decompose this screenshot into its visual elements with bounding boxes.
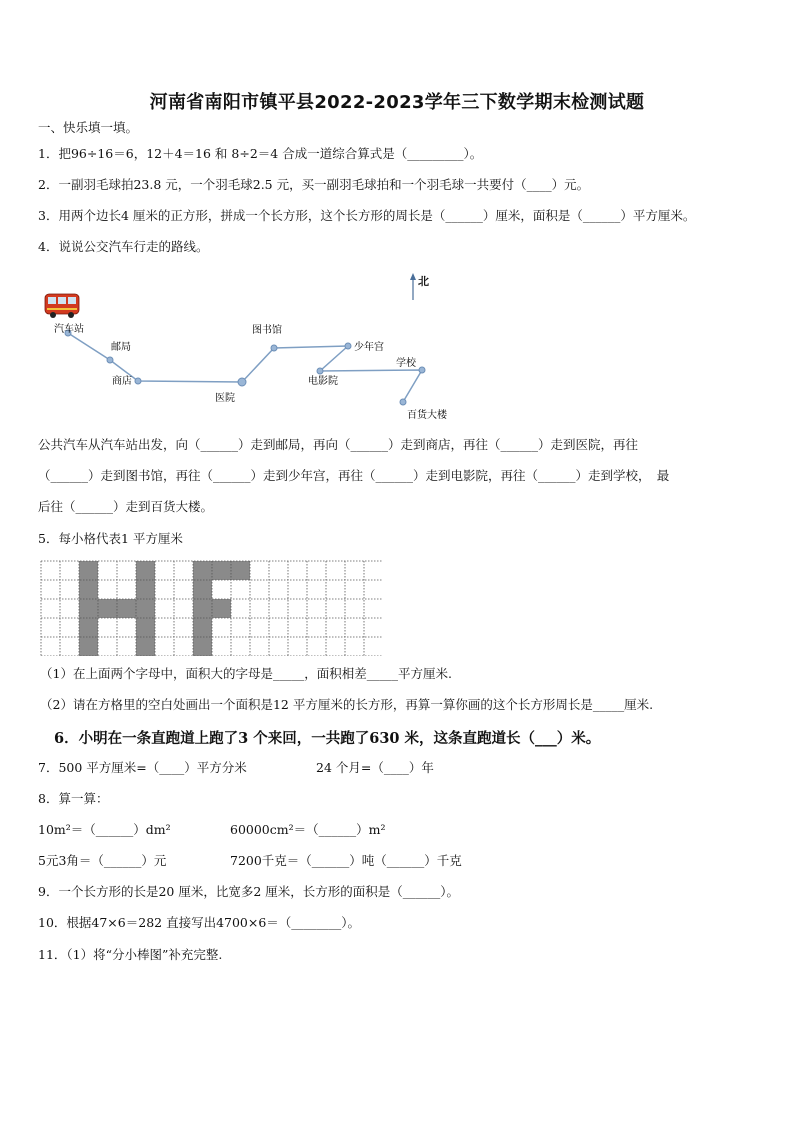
shaded-cell bbox=[79, 599, 98, 618]
question-5-sub-2: （2）请在方格里的空白处画出一个面积是12 平方厘米的长方形，再算一算你画的这个长方形周长是_____厘米. bbox=[40, 697, 654, 712]
label-cinema: 电影院 bbox=[308, 376, 338, 387]
shaded-cell bbox=[117, 599, 136, 618]
question-9: 9．一个长方形的长是20 厘米，比宽多2 厘米，长方形的面积是（______）。 bbox=[38, 884, 460, 899]
question-8-b: 60000cm²＝（______）m² bbox=[230, 822, 386, 837]
north-arrow-head bbox=[410, 273, 416, 280]
question-8-a: 10m²＝（______）dm² bbox=[38, 822, 171, 837]
question-8-stem: 8．算一算： bbox=[38, 791, 109, 806]
label-post-office: 邮局 bbox=[111, 342, 131, 353]
shaded-cell bbox=[193, 580, 212, 599]
section-heading: 一、快乐填一填。 bbox=[38, 120, 139, 135]
letter-cells bbox=[79, 561, 250, 656]
shaded-cell bbox=[136, 580, 155, 599]
shaded-cell bbox=[212, 561, 231, 580]
shaded-cell bbox=[193, 618, 212, 637]
question-7-a: 7．500 平方厘米=（____）平方分米 bbox=[38, 760, 247, 775]
question-4-line-1: 公共汽车从汽车站出发，向（______）走到邮局，再向（______）走到商店，再往（______）走到医院，再往 bbox=[38, 437, 639, 452]
question-4-line-2: （______）走到图书馆，再往（______）走到少年宫，再往（______）走到电影院，再往（______）走到学校， 最 bbox=[38, 468, 670, 483]
shaded-cell bbox=[136, 618, 155, 637]
label-hospital: 医院 bbox=[215, 393, 235, 404]
label-bus-station: 汽车站 bbox=[54, 324, 84, 335]
question-4-line-3: 后往（______）走到百货大楼。 bbox=[38, 499, 214, 514]
question-1: 1．把96÷16＝6，12＋4＝16 和 8÷2＝4 合成一道综合算式是（_________）。 bbox=[38, 146, 483, 161]
label-school: 学校 bbox=[396, 358, 416, 369]
shaded-cell bbox=[79, 580, 98, 599]
shaded-cell bbox=[212, 599, 231, 618]
node-store bbox=[135, 378, 141, 384]
shaded-cell bbox=[136, 637, 155, 656]
label-library: 图书馆 bbox=[252, 325, 282, 336]
node-youth-palace bbox=[345, 343, 351, 349]
question-8-c: 5元3角＝（______）元 bbox=[38, 853, 167, 868]
letter-grid bbox=[40, 560, 382, 656]
label-youth-palace: 少年宫 bbox=[354, 342, 384, 353]
shaded-cell bbox=[193, 561, 212, 580]
shaded-cell bbox=[231, 561, 250, 580]
north-label: 北 bbox=[418, 275, 429, 288]
shaded-cell bbox=[193, 599, 212, 618]
question-11: 11．（1）将“分小棒图”补充完整. bbox=[38, 947, 223, 962]
node-post-office bbox=[107, 357, 113, 363]
question-3: 3．用两个边长4 厘米的正方形，拼成一个长方形，这个长方形的周长是（______）厘米，面积是（______）平方厘米。 bbox=[38, 208, 696, 223]
question-7-b: 24 个月=（____）年 bbox=[316, 760, 434, 775]
node-hospital bbox=[238, 378, 246, 386]
question-4-stem: 4．说说公交汽车行走的路线。 bbox=[38, 239, 209, 254]
page-title: 河南省南阳市镇平县2022-2023学年三下数学期末检测试题 bbox=[149, 92, 645, 113]
node-school bbox=[419, 367, 425, 373]
question-10: 10．根据47×6＝282 直接写出4700×6＝（________）。 bbox=[38, 915, 361, 930]
question-5-stem: 5．每小格代表1 平方厘米 bbox=[38, 531, 183, 546]
question-8-d: 7200千克＝（______）吨（______）千克 bbox=[230, 853, 462, 868]
node-library bbox=[271, 345, 277, 351]
shaded-cell bbox=[98, 599, 117, 618]
route-map bbox=[38, 268, 468, 428]
question-6: 6．小明在一条直跑道上跑了3 个来回，一共跑了630 米，这条直跑道长（___）米。 bbox=[54, 730, 601, 747]
shaded-cell bbox=[193, 637, 212, 656]
label-department-store: 百货大楼 bbox=[407, 410, 447, 421]
question-5-sub-1: （1）在上面两个字母中，面积大的字母是_____，面积相差_____平方厘米. bbox=[40, 666, 452, 681]
bus-icon bbox=[45, 294, 79, 318]
node-cinema bbox=[317, 368, 323, 374]
label-store: 商店 bbox=[112, 376, 132, 387]
shaded-cell bbox=[79, 618, 98, 637]
question-2: 2．一副羽毛球拍23.8 元，一个羽毛球2.5 元，买一副羽毛球拍和一个羽毛球一共要付（____）元。 bbox=[38, 177, 590, 192]
shaded-cell bbox=[79, 637, 98, 656]
node-department-store bbox=[400, 399, 406, 405]
shaded-cell bbox=[79, 561, 98, 580]
shaded-cell bbox=[136, 561, 155, 580]
route-line-2 bbox=[320, 346, 422, 402]
shaded-cell bbox=[136, 599, 155, 618]
